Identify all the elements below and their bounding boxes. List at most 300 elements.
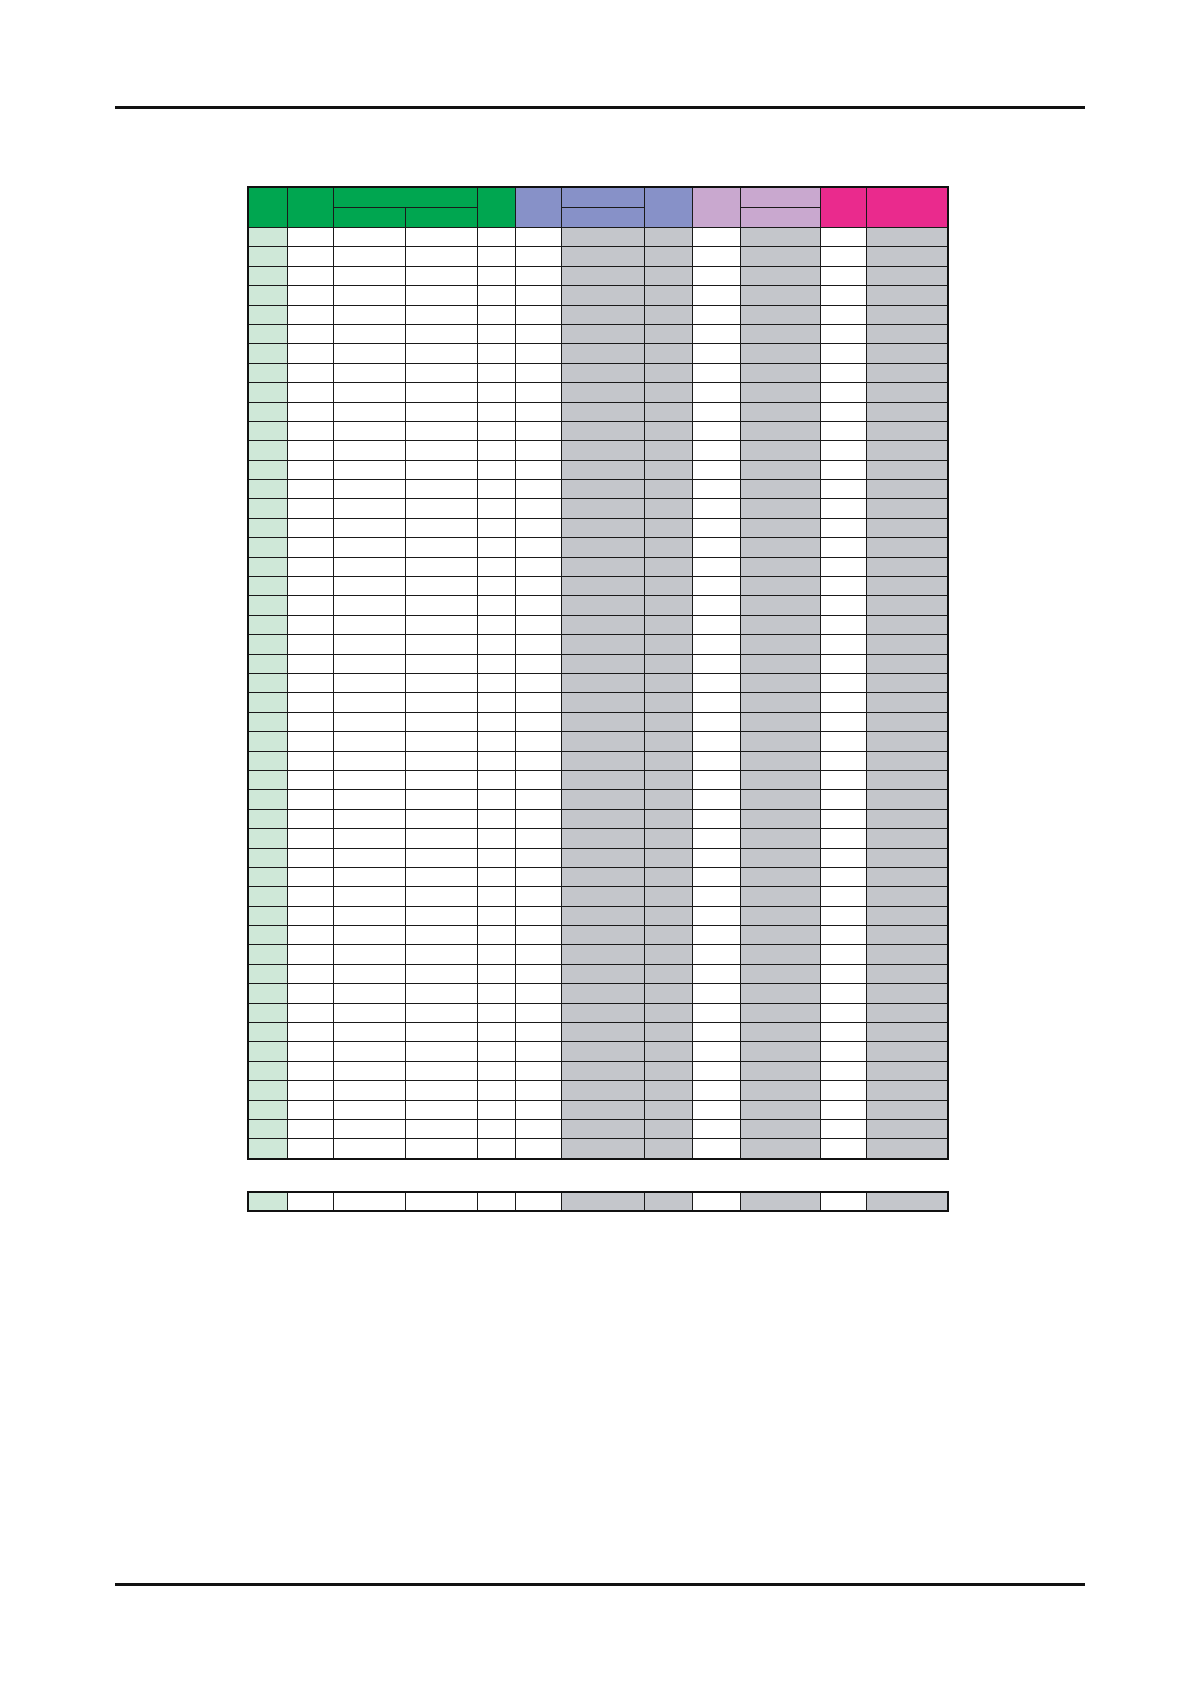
total-cell	[740, 1192, 820, 1211]
table-cell	[866, 770, 948, 789]
table-cell	[477, 906, 515, 925]
table-cell	[248, 848, 287, 867]
table-cell	[692, 1023, 740, 1042]
table-cell	[866, 1003, 948, 1022]
table-cell	[561, 1003, 644, 1022]
total-cell	[333, 1192, 405, 1211]
table-cell	[405, 770, 477, 789]
table-cell	[248, 402, 287, 421]
table-row	[248, 344, 948, 363]
table-cell	[333, 673, 405, 692]
table-cell	[692, 1042, 740, 1061]
table-cell	[405, 964, 477, 983]
table-cell	[644, 596, 692, 615]
table-cell	[820, 751, 866, 770]
table-cell	[477, 829, 515, 848]
table-cell	[692, 945, 740, 964]
table-cell	[561, 577, 644, 596]
table-cell	[561, 518, 644, 537]
table-cell	[477, 324, 515, 343]
table-cell	[866, 499, 948, 518]
table-cell	[287, 1023, 333, 1042]
table-cell	[333, 635, 405, 654]
table-cell	[515, 790, 561, 809]
table-cell	[333, 751, 405, 770]
table-cell	[866, 867, 948, 886]
table-cell	[644, 654, 692, 673]
table-cell	[515, 770, 561, 789]
table-cell	[515, 596, 561, 615]
table-cell	[820, 887, 866, 906]
table-cell	[405, 441, 477, 460]
table-cell	[333, 383, 405, 402]
table-cell	[248, 1081, 287, 1100]
table-cell	[740, 344, 820, 363]
table-row	[248, 732, 948, 751]
table-cell	[740, 945, 820, 964]
table-cell	[740, 1003, 820, 1022]
table-cell	[405, 460, 477, 479]
table-cell	[866, 615, 948, 634]
table-cell	[740, 926, 820, 945]
table-cell	[692, 1139, 740, 1159]
table-cell	[644, 499, 692, 518]
table-cell	[644, 635, 692, 654]
table-cell	[820, 693, 866, 712]
table-cell	[333, 1100, 405, 1119]
table-cell	[515, 518, 561, 537]
table-cell	[740, 693, 820, 712]
table-cell	[740, 809, 820, 828]
table-cell	[692, 499, 740, 518]
table-cell	[740, 480, 820, 499]
table-cell	[866, 228, 948, 247]
table-cell	[692, 1061, 740, 1080]
table-cell	[692, 1100, 740, 1119]
table-cell	[333, 577, 405, 596]
total-cell	[515, 1192, 561, 1211]
table-cell	[515, 829, 561, 848]
table-cell	[405, 324, 477, 343]
table-cell	[333, 906, 405, 925]
table-cell	[866, 829, 948, 848]
table-cell	[515, 848, 561, 867]
table-cell	[561, 557, 644, 576]
table-row	[248, 499, 948, 518]
table-cell	[820, 790, 866, 809]
table-cell	[561, 363, 644, 382]
table-cell	[477, 1003, 515, 1022]
table-cell	[287, 266, 333, 285]
table-cell	[820, 286, 866, 305]
table-cell	[477, 926, 515, 945]
table-cell	[515, 635, 561, 654]
table-cell	[644, 286, 692, 305]
table-cell	[287, 887, 333, 906]
table-cell	[477, 1023, 515, 1042]
table-cell	[561, 732, 644, 751]
table-cell	[644, 848, 692, 867]
table-cell	[820, 964, 866, 983]
table-cell	[477, 654, 515, 673]
table-cell	[333, 654, 405, 673]
table-cell	[644, 363, 692, 382]
table-cell	[740, 615, 820, 634]
table-cell	[866, 1061, 948, 1080]
table-cell	[692, 926, 740, 945]
table-cell	[287, 964, 333, 983]
table-cell	[644, 266, 692, 285]
table-cell	[515, 441, 561, 460]
table-cell	[287, 1042, 333, 1061]
table-cell	[561, 926, 644, 945]
table-cell	[644, 809, 692, 828]
table-cell	[515, 577, 561, 596]
table-cell	[740, 732, 820, 751]
table-cell	[287, 693, 333, 712]
table-row	[248, 887, 948, 906]
table-cell	[866, 596, 948, 615]
table-cell	[740, 596, 820, 615]
table-cell	[866, 441, 948, 460]
table-cell	[333, 286, 405, 305]
table-cell	[740, 324, 820, 343]
table-cell	[333, 829, 405, 848]
table-cell	[644, 421, 692, 440]
table-cell	[820, 538, 866, 557]
table-cell	[405, 906, 477, 925]
table-cell	[405, 1003, 477, 1022]
table-cell	[820, 518, 866, 537]
table-cell	[515, 460, 561, 479]
table-cell	[561, 383, 644, 402]
table-cell	[248, 926, 287, 945]
table-cell	[820, 848, 866, 867]
total-cell	[561, 1192, 644, 1211]
table-cell	[740, 538, 820, 557]
table-cell	[866, 848, 948, 867]
table-cell	[287, 228, 333, 247]
table-cell	[405, 848, 477, 867]
table-cell	[248, 867, 287, 886]
table-cell	[740, 518, 820, 537]
table-cell	[515, 887, 561, 906]
table-cell	[692, 1119, 740, 1138]
table-cell	[515, 538, 561, 557]
table-cell	[287, 673, 333, 692]
table-cell	[515, 402, 561, 421]
table-cell	[333, 441, 405, 460]
table-cell	[333, 344, 405, 363]
table-cell	[248, 732, 287, 751]
table-cell	[248, 266, 287, 285]
table-cell	[333, 770, 405, 789]
table-cell	[692, 829, 740, 848]
table-cell	[561, 615, 644, 634]
table-cell	[405, 518, 477, 537]
table-cell	[692, 518, 740, 537]
table-cell	[287, 596, 333, 615]
table-cell	[248, 363, 287, 382]
table-cell	[333, 712, 405, 731]
table-cell	[333, 596, 405, 615]
table-cell	[820, 324, 866, 343]
table-cell	[248, 770, 287, 789]
table-cell	[477, 964, 515, 983]
table-row	[248, 1119, 948, 1138]
table-cell	[644, 228, 692, 247]
table-cell	[561, 693, 644, 712]
table-cell	[740, 848, 820, 867]
table-cell	[740, 499, 820, 518]
table-cell	[740, 984, 820, 1003]
table-cell	[561, 848, 644, 867]
table-cell	[740, 1023, 820, 1042]
table-cell	[248, 480, 287, 499]
header-cell	[866, 187, 948, 228]
table-cell	[740, 673, 820, 692]
table-cell	[405, 1139, 477, 1159]
table-cell	[561, 654, 644, 673]
table-cell	[333, 499, 405, 518]
table-cell	[740, 790, 820, 809]
header-subcell	[740, 208, 820, 228]
table-cell	[740, 751, 820, 770]
header-subcell	[333, 208, 405, 228]
table-cell	[287, 402, 333, 421]
table-cell	[644, 887, 692, 906]
header-cell	[287, 187, 333, 228]
table-cell	[477, 247, 515, 266]
table-cell	[692, 460, 740, 479]
table-cell	[866, 654, 948, 673]
table-cell	[515, 809, 561, 828]
table-cell	[692, 557, 740, 576]
table-cell	[515, 286, 561, 305]
table-row	[248, 867, 948, 886]
table-cell	[866, 383, 948, 402]
table-cell	[866, 577, 948, 596]
table-cell	[561, 305, 644, 324]
table-cell	[644, 577, 692, 596]
table-row	[248, 1139, 948, 1159]
table-cell	[405, 654, 477, 673]
table-cell	[740, 712, 820, 731]
table-cell	[405, 635, 477, 654]
table-cell	[644, 1081, 692, 1100]
table-cell	[515, 324, 561, 343]
table-cell	[477, 557, 515, 576]
table-cell	[820, 344, 866, 363]
table-cell	[515, 654, 561, 673]
table-row	[248, 984, 948, 1003]
footer-rule	[115, 1583, 1085, 1586]
table-cell	[740, 654, 820, 673]
table-cell	[333, 790, 405, 809]
table-row	[248, 635, 948, 654]
table-cell	[692, 732, 740, 751]
table-row	[248, 402, 948, 421]
table-cell	[248, 228, 287, 247]
table-cell	[820, 945, 866, 964]
table-cell	[820, 1100, 866, 1119]
table-cell	[820, 460, 866, 479]
table-cell	[477, 499, 515, 518]
table-cell	[644, 829, 692, 848]
table-cell	[405, 673, 477, 692]
table-row	[248, 1042, 948, 1061]
table-cell	[561, 1139, 644, 1159]
table-cell	[644, 964, 692, 983]
table-cell	[477, 228, 515, 247]
table-row	[248, 1061, 948, 1080]
table-cell	[477, 732, 515, 751]
table-row	[248, 228, 948, 247]
table-cell	[515, 344, 561, 363]
table-cell	[405, 596, 477, 615]
table-cell	[287, 557, 333, 576]
table-cell	[740, 1100, 820, 1119]
table-cell	[477, 421, 515, 440]
table-cell	[740, 266, 820, 285]
table-cell	[866, 712, 948, 731]
table-cell	[561, 324, 644, 343]
table-cell	[287, 305, 333, 324]
table-cell	[644, 1003, 692, 1022]
table-cell	[405, 383, 477, 402]
total-row-cells	[248, 1192, 948, 1211]
table-cell	[644, 1023, 692, 1042]
table-row	[248, 460, 948, 479]
table-cell	[405, 829, 477, 848]
table-cell	[820, 654, 866, 673]
table-cell	[820, 829, 866, 848]
table-cell	[692, 324, 740, 343]
table-cell	[287, 829, 333, 848]
table-cell	[820, 712, 866, 731]
table-cell	[740, 964, 820, 983]
table-cell	[866, 809, 948, 828]
table-cell	[287, 732, 333, 751]
table-cell	[333, 1023, 405, 1042]
table-cell	[405, 1061, 477, 1080]
table-cell	[866, 926, 948, 945]
header-cell	[515, 187, 561, 228]
table-cell	[866, 480, 948, 499]
table-cell	[561, 673, 644, 692]
table-cell	[820, 984, 866, 1003]
table-cell	[644, 402, 692, 421]
table-cell	[644, 906, 692, 925]
table-cell	[515, 1061, 561, 1080]
table-cell	[405, 402, 477, 421]
table-cell	[866, 732, 948, 751]
table-cell	[561, 1100, 644, 1119]
table-cell	[248, 887, 287, 906]
table-cell	[866, 906, 948, 925]
table-cell	[287, 383, 333, 402]
table-cell	[644, 324, 692, 343]
table-cell	[248, 286, 287, 305]
table-cell	[740, 577, 820, 596]
table-cell	[644, 615, 692, 634]
table-cell	[740, 363, 820, 382]
table-cell	[248, 441, 287, 460]
table-cell	[515, 906, 561, 925]
table-cell	[561, 1119, 644, 1138]
table-cell	[287, 984, 333, 1003]
table-cell	[866, 635, 948, 654]
table-cell	[287, 1139, 333, 1159]
table-cell	[405, 538, 477, 557]
table-cell	[561, 228, 644, 247]
table-cell	[740, 887, 820, 906]
table-cell	[740, 460, 820, 479]
table-cell	[820, 402, 866, 421]
table-cell	[561, 635, 644, 654]
table-cell	[820, 441, 866, 460]
table-cell	[333, 247, 405, 266]
table-cell	[333, 984, 405, 1003]
table-cell	[866, 344, 948, 363]
table-cell	[248, 984, 287, 1003]
total-cell	[287, 1192, 333, 1211]
table-cell	[692, 867, 740, 886]
table-cell	[692, 480, 740, 499]
table-cell	[405, 926, 477, 945]
table-row	[248, 1081, 948, 1100]
table-cell	[561, 286, 644, 305]
table-cell	[515, 363, 561, 382]
table-cell	[248, 596, 287, 615]
table-cell	[866, 693, 948, 712]
total-cell	[477, 1192, 515, 1211]
table-cell	[477, 266, 515, 285]
table-cell	[644, 344, 692, 363]
table-row	[248, 266, 948, 285]
table-cell	[820, 926, 866, 945]
table-cell	[692, 906, 740, 925]
table-cell	[477, 848, 515, 867]
total-row-table	[247, 1191, 949, 1212]
table-cell	[405, 712, 477, 731]
table-cell	[248, 673, 287, 692]
table-cell	[333, 887, 405, 906]
table-cell	[405, 867, 477, 886]
table-cell	[333, 518, 405, 537]
table-cell	[248, 1100, 287, 1119]
table-row	[248, 538, 948, 557]
table-cell	[248, 499, 287, 518]
table-cell	[515, 751, 561, 770]
table-cell	[820, 635, 866, 654]
table-cell	[287, 1003, 333, 1022]
table-cell	[644, 790, 692, 809]
table-cell	[820, 1119, 866, 1138]
total-cell	[405, 1192, 477, 1211]
table-cell	[333, 1081, 405, 1100]
table-cell	[405, 809, 477, 828]
table-cell	[477, 538, 515, 557]
table-row	[248, 848, 948, 867]
table-cell	[644, 693, 692, 712]
table-cell	[287, 770, 333, 789]
table-cell	[692, 790, 740, 809]
table-row	[248, 596, 948, 615]
header-cell	[740, 187, 820, 208]
table-cell	[692, 1003, 740, 1022]
table-cell	[866, 1081, 948, 1100]
